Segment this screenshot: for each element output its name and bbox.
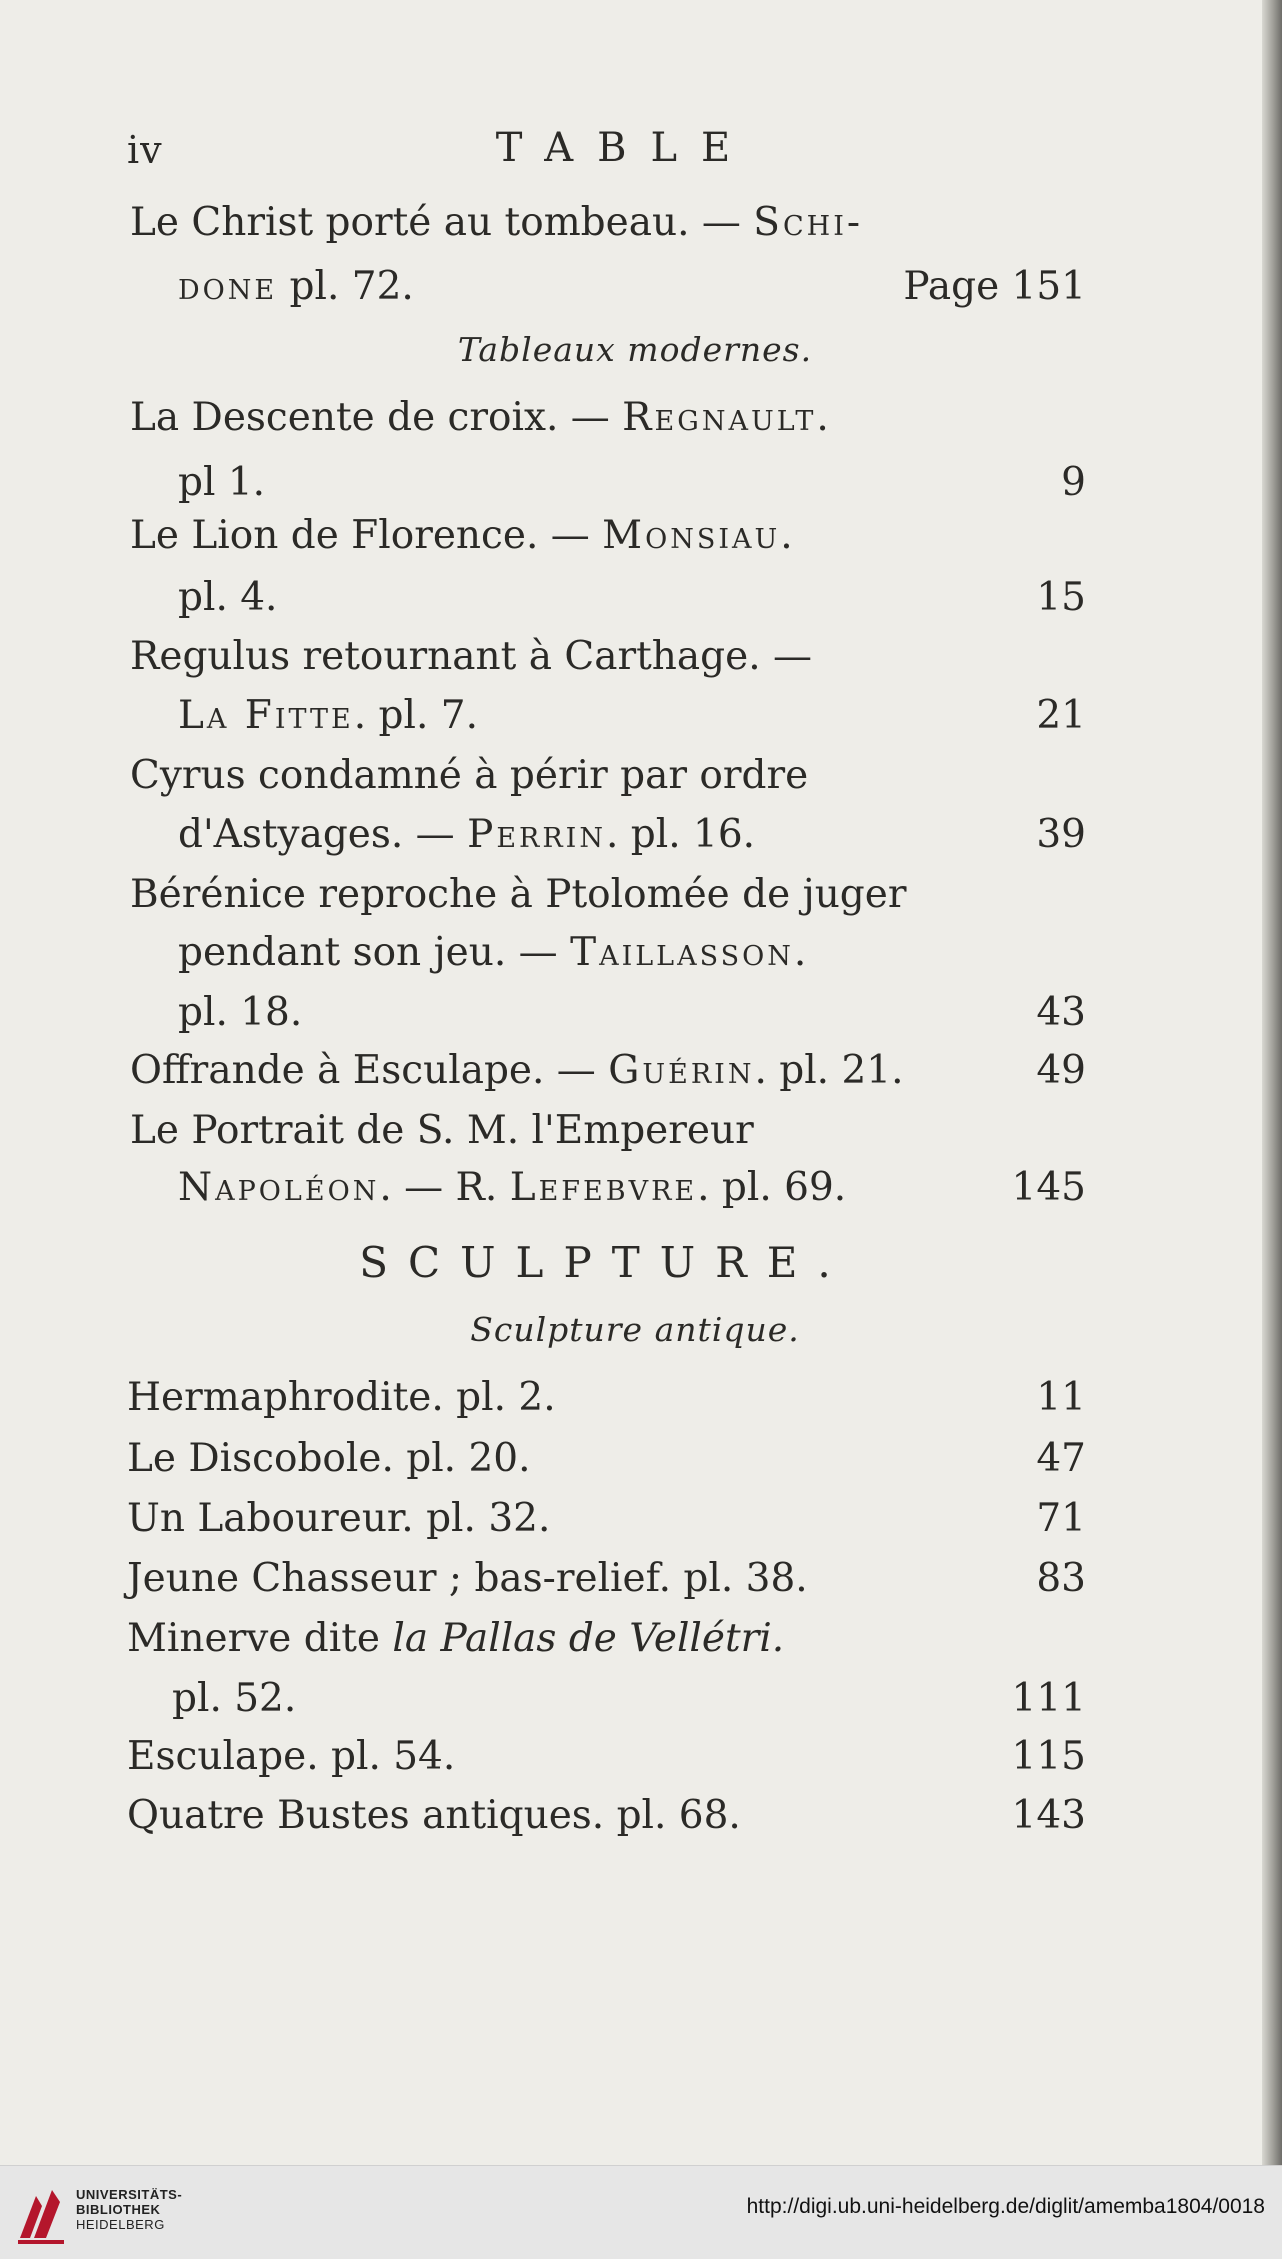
entry-line: Le Lion de Florence. — Monsiau. bbox=[130, 513, 796, 558]
page-ref: 21 bbox=[1036, 693, 1086, 738]
entry-line: pl 1. bbox=[178, 460, 266, 505]
section-heading: SCULPTURE. bbox=[359, 1238, 851, 1287]
entry-line: pl. 18. bbox=[178, 990, 303, 1035]
entry-line: d'Astyages. — Perrin. pl. 16. bbox=[178, 812, 756, 857]
library-name: UNIVERSITÄTS- BIBLIOTHEK HEIDELBERG bbox=[76, 2187, 183, 2232]
entry-line: Minerve dite la Pallas de Vellétri. bbox=[127, 1616, 785, 1661]
entry-line: La Descente de croix. — Regnault. bbox=[130, 395, 832, 440]
page-ref: 71 bbox=[1036, 1496, 1086, 1541]
entry-line: Quatre Bustes antiques. pl. 68. bbox=[127, 1793, 741, 1838]
entry-line: pl. 4. bbox=[178, 575, 278, 620]
page-ref: 11 bbox=[1036, 1375, 1086, 1420]
entry-line: pendant son jeu. — Taillasson. bbox=[178, 930, 810, 975]
entry-line: Le Discobole. pl. 20. bbox=[127, 1436, 531, 1481]
entry-line: pl. 52. bbox=[172, 1676, 297, 1721]
page-ref: Page 151 bbox=[903, 264, 1086, 309]
page-ref: 143 bbox=[1011, 1793, 1086, 1838]
entry-line: La Fitte. pl. 7. bbox=[178, 693, 478, 738]
entry-line: Jeune Chasseur ; bas-relief. pl. 38. bbox=[127, 1556, 808, 1601]
source-url[interactable]: http://digi.ub.uni-heidelberg.de/diglit/amemba1804/0018 bbox=[746, 2195, 1265, 2218]
page-ref: 47 bbox=[1036, 1436, 1086, 1481]
page-ref: 145 bbox=[1011, 1165, 1086, 1210]
page-numeral: iv bbox=[127, 128, 163, 172]
entry-line: Regulus retournant à Carthage. — bbox=[130, 634, 812, 679]
entry-line: Le Portrait de S. M. l'Empereur bbox=[130, 1108, 754, 1153]
page-ref: 39 bbox=[1036, 812, 1086, 857]
page-ref: 49 bbox=[1036, 1048, 1086, 1093]
entry-line: Un Laboureur. pl. 32. bbox=[127, 1496, 551, 1541]
entry-line: Cyrus condamné à périr par ordre bbox=[130, 753, 809, 798]
page-ref: 115 bbox=[1011, 1734, 1086, 1779]
entry-line: Le Christ porté au tombeau. — Schi- bbox=[130, 200, 864, 245]
page-ref: 111 bbox=[1011, 1676, 1086, 1721]
page-ref: 83 bbox=[1036, 1556, 1086, 1601]
entry-line: Napoléon. — R. Lefebvre. pl. 69. bbox=[178, 1165, 847, 1210]
entry-line: done pl. 72. bbox=[178, 264, 414, 309]
library-logo-icon bbox=[12, 2176, 72, 2248]
entry-line: Bérénice reproche à Ptolomée de juger bbox=[130, 872, 907, 917]
page-ref: 15 bbox=[1036, 575, 1086, 620]
entry-line: Hermaphrodite. pl. 2. bbox=[127, 1375, 556, 1420]
page-edge bbox=[1262, 0, 1282, 2165]
entry-line: Esculape. pl. 54. bbox=[127, 1734, 456, 1779]
section-subtitle: Sculpture antique. bbox=[470, 1310, 800, 1349]
page-title: TABLE bbox=[495, 125, 755, 171]
page-ref: 9 bbox=[1061, 460, 1086, 505]
section-subtitle: Tableaux modernes. bbox=[457, 330, 813, 369]
entry-line: Offrande à Esculape. — Guérin. pl. 21. bbox=[130, 1048, 904, 1093]
page-ref: 43 bbox=[1036, 990, 1086, 1035]
